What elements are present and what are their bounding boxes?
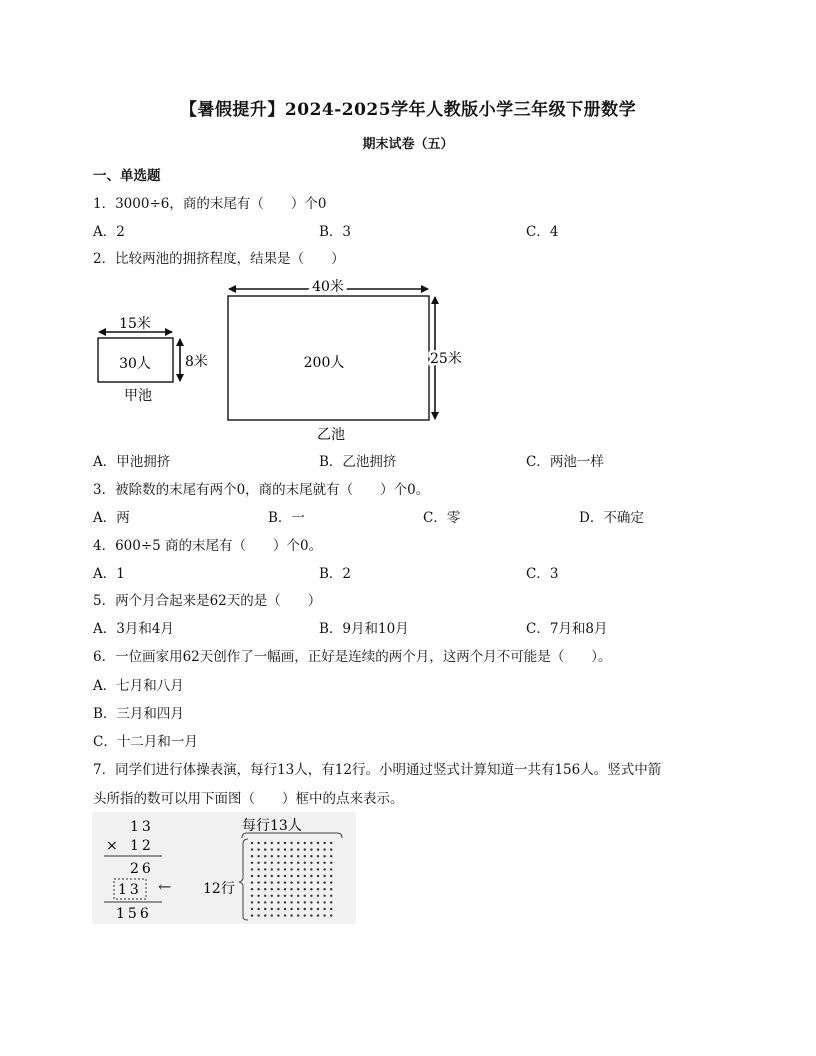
grid-dot xyxy=(310,888,312,890)
dot-grid-top-label: 每行13人 xyxy=(242,818,302,834)
question-7-stem-line-1: 7．同学们进行体操表演，每行13人，有12行。小明通过竖式计算知道一共有156人。竖式中箭 xyxy=(93,762,662,778)
question-2-option-b[interactable]: B．乙池拥挤 xyxy=(319,454,397,470)
grid-dot xyxy=(310,875,312,877)
question-4-option-a[interactable]: A．1 xyxy=(93,566,125,582)
grid-dot xyxy=(277,862,279,864)
grid-dot xyxy=(304,848,306,850)
grid-dot xyxy=(257,875,259,877)
grid-dot xyxy=(297,868,299,870)
grid-dot xyxy=(251,842,253,844)
grid-dot xyxy=(297,901,299,903)
grid-dot xyxy=(271,895,273,897)
grid-dot xyxy=(290,868,292,870)
grid-dot xyxy=(264,895,266,897)
grid-dot xyxy=(264,862,266,864)
question-1-option-c[interactable]: C．4 xyxy=(526,224,559,240)
question-5-option-b[interactable]: B．9月和10月 xyxy=(319,621,409,637)
question-4-stem: 4．600÷5 商的末尾有（ ）个0。 xyxy=(93,538,323,554)
grid-dot xyxy=(304,908,306,910)
grid-dot xyxy=(271,842,273,844)
grid-dot xyxy=(330,901,332,903)
grid-dot xyxy=(251,848,253,850)
grid-dot xyxy=(290,842,292,844)
grid-dot xyxy=(323,901,325,903)
left-arrow-icon: ← xyxy=(158,877,172,896)
grid-dot xyxy=(304,888,306,890)
grid-dot xyxy=(271,848,273,850)
grid-dot xyxy=(251,868,253,870)
pool-a-height-label: 8米 xyxy=(185,354,208,370)
grid-dot xyxy=(290,881,292,883)
grid-dot xyxy=(284,895,286,897)
grid-dot xyxy=(317,868,319,870)
grid-dot xyxy=(323,888,325,890)
question-1-option-b[interactable]: B．3 xyxy=(319,224,352,240)
grid-dot xyxy=(317,888,319,890)
grid-dot xyxy=(323,875,325,877)
grid-dot xyxy=(304,855,306,857)
pool-b-width-label: 40米 xyxy=(312,279,344,295)
grid-dot xyxy=(257,868,259,870)
grid-dot xyxy=(257,862,259,864)
grid-dot xyxy=(330,868,332,870)
section-heading: 一、单选题 xyxy=(93,168,161,184)
grid-dot xyxy=(284,908,286,910)
dot-grid-side-label: 12行 xyxy=(203,881,235,897)
grid-dot xyxy=(297,855,299,857)
grid-dot xyxy=(290,888,292,890)
grid-dot xyxy=(277,848,279,850)
grid-dot xyxy=(251,888,253,890)
pool-a-name: 甲池 xyxy=(124,388,152,404)
question-5-option-a[interactable]: A．3月和4月 xyxy=(93,621,174,637)
grid-dot xyxy=(290,875,292,877)
grid-dot xyxy=(251,914,253,916)
grid-dot xyxy=(271,855,273,857)
grid-dot xyxy=(277,914,279,916)
grid-dot xyxy=(317,914,319,916)
grid-dot xyxy=(264,888,266,890)
grid-dot xyxy=(257,888,259,890)
grid-dot xyxy=(317,875,319,877)
grid-dot xyxy=(264,901,266,903)
grid-dot xyxy=(251,908,253,910)
grid-dot xyxy=(251,895,253,897)
question-1-option-a[interactable]: A．2 xyxy=(93,224,125,240)
grid-dot xyxy=(284,862,286,864)
grid-dot xyxy=(277,888,279,890)
multiplier: 12 xyxy=(130,838,154,854)
question-6-stem: 6．一位画家用62天创作了一幅画，正好是连续的两个月，这两个月不可能是（ ）。 xyxy=(93,649,612,665)
grid-dot xyxy=(257,842,259,844)
grid-dot xyxy=(277,855,279,857)
grid-dot xyxy=(304,881,306,883)
grid-dot xyxy=(277,908,279,910)
page-title: 【暑假提升】2024-2025学年人教版小学三年级下册数学 xyxy=(179,100,637,120)
page-subtitle: 期末试卷（五） xyxy=(362,137,454,152)
grid-dot xyxy=(304,895,306,897)
grid-dot xyxy=(264,908,266,910)
grid-dot xyxy=(310,842,312,844)
partial-product-1: 26 xyxy=(130,861,154,877)
grid-dot xyxy=(290,908,292,910)
grid-dot xyxy=(290,914,292,916)
grid-dot xyxy=(317,901,319,903)
grid-dot xyxy=(330,842,332,844)
grid-dot xyxy=(277,901,279,903)
grid-dot xyxy=(277,868,279,870)
pool-a-width-label: 15米 xyxy=(119,316,151,332)
grid-dot xyxy=(277,881,279,883)
grid-dot xyxy=(323,895,325,897)
grid-dot xyxy=(330,862,332,864)
grid-dot xyxy=(297,908,299,910)
grid-dot xyxy=(323,868,325,870)
grid-dot xyxy=(330,914,332,916)
question-6-option-b[interactable]: B．三月和四月 xyxy=(93,706,184,722)
grid-dot xyxy=(310,848,312,850)
grid-dot xyxy=(323,862,325,864)
multiplicand: 13 xyxy=(130,819,154,835)
grid-dot xyxy=(317,862,319,864)
grid-dot xyxy=(317,881,319,883)
grid-dot xyxy=(317,848,319,850)
grid-dot xyxy=(277,875,279,877)
question-3-option-d[interactable]: D．不确定 xyxy=(579,510,644,526)
grid-dot xyxy=(257,914,259,916)
grid-dot xyxy=(304,914,306,916)
question-2-stem: 2．比较两池的拥挤程度，结果是（ ） xyxy=(93,251,345,267)
times-sign: × xyxy=(106,838,121,854)
multiplication-figure xyxy=(92,812,356,924)
question-3-option-c[interactable]: C．零 xyxy=(423,510,461,526)
grid-dot xyxy=(290,855,292,857)
question-6-option-a[interactable]: A．七月和八月 xyxy=(93,678,184,694)
grid-dot xyxy=(290,848,292,850)
grid-dot xyxy=(330,881,332,883)
grid-dot xyxy=(257,901,259,903)
grid-dot xyxy=(297,862,299,864)
grid-dot xyxy=(251,862,253,864)
grid-dot xyxy=(251,855,253,857)
grid-dot xyxy=(264,914,266,916)
product: 156 xyxy=(116,906,152,922)
grid-dot xyxy=(284,855,286,857)
grid-dot xyxy=(264,842,266,844)
question-2-option-a[interactable]: A．甲池拥挤 xyxy=(93,454,171,470)
grid-dot xyxy=(277,895,279,897)
grid-dot xyxy=(297,895,299,897)
grid-dot xyxy=(290,862,292,864)
question-4-option-c[interactable]: C．3 xyxy=(526,566,559,582)
grid-dot xyxy=(271,862,273,864)
grid-dot xyxy=(284,875,286,877)
grid-dot xyxy=(290,901,292,903)
pool-a xyxy=(98,315,208,404)
grid-dot xyxy=(284,888,286,890)
grid-dot xyxy=(304,875,306,877)
grid-dot xyxy=(257,881,259,883)
grid-dot xyxy=(297,888,299,890)
grid-dot xyxy=(284,881,286,883)
pools-figure xyxy=(88,272,488,447)
grid-dot xyxy=(284,914,286,916)
grid-dot xyxy=(310,908,312,910)
pool-b-people-label: 200人 xyxy=(303,355,345,371)
grid-dot xyxy=(284,848,286,850)
grid-dot xyxy=(330,888,332,890)
grid-dot xyxy=(323,914,325,916)
question-4-option-b[interactable]: B．2 xyxy=(319,566,352,582)
grid-dot xyxy=(284,901,286,903)
grid-dot xyxy=(264,855,266,857)
grid-dot xyxy=(304,862,306,864)
grid-dot xyxy=(323,881,325,883)
pool-b-height-label: 25米 xyxy=(430,351,462,367)
question-1-stem: 1．3000÷6，商的末尾有（ ）个0 xyxy=(93,196,327,212)
grid-dot xyxy=(304,868,306,870)
grid-dot xyxy=(330,875,332,877)
question-3-option-a[interactable]: A．两 xyxy=(93,510,130,526)
grid-dot xyxy=(257,895,259,897)
grid-dot xyxy=(271,914,273,916)
pool-a-people-label: 30人 xyxy=(119,356,151,372)
grid-dot xyxy=(310,855,312,857)
grid-dot xyxy=(257,848,259,850)
grid-dot xyxy=(310,901,312,903)
grid-dot xyxy=(271,875,273,877)
grid-dot xyxy=(297,848,299,850)
grid-dot xyxy=(304,842,306,844)
grid-dot xyxy=(310,914,312,916)
grid-dot xyxy=(257,855,259,857)
question-7-stem-line-2: 头所指的数可以用下面图（ ）框中的点来表示。 xyxy=(93,791,404,807)
partial-product-2: 13 xyxy=(118,882,142,898)
grid-dot xyxy=(284,842,286,844)
grid-dot xyxy=(277,842,279,844)
grid-dot xyxy=(323,855,325,857)
grid-dot xyxy=(264,881,266,883)
question-2-option-c[interactable]: C．两池一样 xyxy=(526,454,604,470)
grid-dot xyxy=(290,895,292,897)
grid-dot xyxy=(317,842,319,844)
grid-dot xyxy=(257,908,259,910)
grid-dot xyxy=(264,868,266,870)
grid-dot xyxy=(330,848,332,850)
grid-dot xyxy=(330,855,332,857)
grid-dot xyxy=(323,848,325,850)
grid-dot xyxy=(264,875,266,877)
question-5-option-c[interactable]: C．7月和8月 xyxy=(526,621,608,637)
pool-b-name: 乙池 xyxy=(317,427,345,443)
grid-dot xyxy=(297,875,299,877)
grid-dot xyxy=(251,901,253,903)
grid-dot xyxy=(310,868,312,870)
grid-dot xyxy=(271,888,273,890)
grid-dot xyxy=(323,908,325,910)
grid-dot xyxy=(271,901,273,903)
grid-dot xyxy=(310,881,312,883)
grid-dot xyxy=(271,881,273,883)
grid-dot xyxy=(317,855,319,857)
grid-dot xyxy=(297,881,299,883)
question-6-option-c[interactable]: C．十二月和一月 xyxy=(93,734,198,750)
grid-dot xyxy=(330,895,332,897)
question-3-stem: 3．被除数的末尾有两个0，商的末尾就有（ ）个0。 xyxy=(93,482,430,498)
grid-dot xyxy=(323,842,325,844)
grid-dot xyxy=(310,862,312,864)
grid-dot xyxy=(317,908,319,910)
pool-b xyxy=(228,278,462,443)
grid-dot xyxy=(310,895,312,897)
grid-dot xyxy=(271,908,273,910)
grid-dot xyxy=(251,881,253,883)
grid-dot xyxy=(304,901,306,903)
grid-dot xyxy=(330,908,332,910)
grid-dot xyxy=(284,868,286,870)
grid-dot xyxy=(297,842,299,844)
grid-dot xyxy=(271,868,273,870)
question-3-option-b[interactable]: B．一 xyxy=(268,510,305,526)
question-5-stem: 5．两个月合起来是62天的是（ ） xyxy=(93,593,322,609)
grid-dot xyxy=(251,875,253,877)
grid-dot xyxy=(264,848,266,850)
grid-dot xyxy=(297,914,299,916)
grid-dot xyxy=(317,895,319,897)
